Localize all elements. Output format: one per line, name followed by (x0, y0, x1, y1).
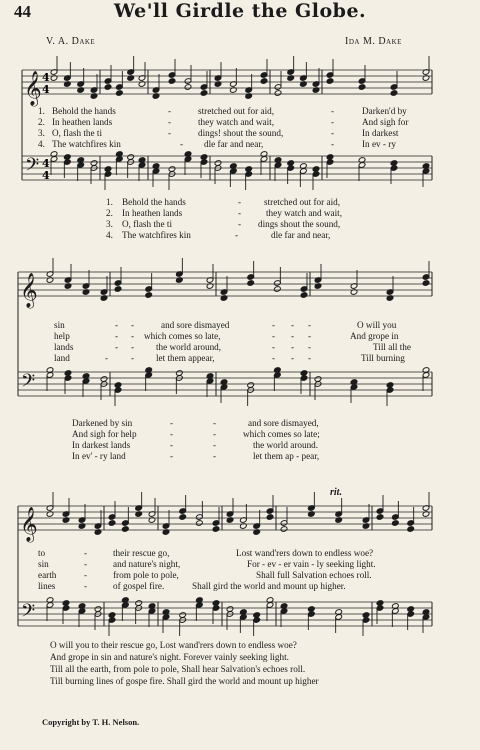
lyric-hyphen: - (170, 451, 174, 461)
lyric-fragment: Behold the hands (52, 106, 116, 116)
lyric-fragment: and sore dismayed, (248, 418, 319, 428)
note-head (247, 280, 255, 287)
note-head (308, 606, 316, 613)
lyric-hyphen: - (168, 106, 172, 116)
note-head (168, 78, 176, 85)
lyric-hyphen: - (238, 219, 242, 229)
lyric-hyphen: - (235, 230, 239, 240)
verse-number: 2. (38, 117, 45, 127)
lyric-fragment: lands (54, 342, 74, 352)
lyric-fragment: stretched out for aid, (264, 197, 341, 207)
lyric-hyphen: - (272, 342, 276, 352)
lyric-hyphen: - (168, 117, 172, 127)
page-number: 44 (14, 2, 31, 21)
time-signature: 4 (42, 157, 50, 170)
lyric-hyphen: - (291, 320, 295, 330)
lyric-fragment: The watchfires kin (52, 139, 121, 149)
lyric-fragment: and nature's night, (113, 559, 181, 569)
note-head (386, 382, 394, 389)
lyric-fragment: they watch and wait, (198, 117, 275, 127)
lyric-hyphen: - (308, 353, 312, 363)
lyric-hyphen: - (115, 331, 119, 341)
lyric-fragment: Darkened by sin (72, 418, 133, 428)
note-head (135, 600, 143, 607)
lyric-fragment: from pole to pole, (113, 570, 179, 580)
lyric-hyphen: - (84, 548, 88, 558)
composer-credit: V. A. Dake (46, 36, 96, 47)
lyric-fragment: In heathen lands (52, 117, 113, 127)
note-head (314, 376, 322, 383)
lyric-hyphen: - (331, 106, 335, 116)
lyricist-credit: Ida M. Dake (345, 36, 402, 47)
lyric-fragment: O, flash the ti (52, 128, 103, 138)
verse-number: 3. (38, 128, 45, 138)
note-head (326, 78, 334, 85)
lyric-hyphen: - (272, 353, 276, 363)
lyric-hyphen: - (308, 320, 312, 330)
clef-symbol: 𝄢 (21, 371, 36, 396)
verse-number: 1. (38, 106, 45, 116)
lyric-fragment: O will you (357, 320, 397, 330)
note-head (280, 526, 288, 533)
lyric-fragment: Lost wand'rers down to endless woe? (236, 548, 374, 558)
note-head (168, 166, 176, 173)
lyric-fragment: Darken'd by (362, 106, 407, 116)
lyric-hyphen: - (170, 429, 174, 439)
lyric-fragment: help (54, 331, 70, 341)
note-head (62, 600, 70, 607)
lyric-fragment: For - ev - er vain - ly seeking light. (247, 559, 376, 569)
lyric-line: And grope in sin and nature's night. Forever vainly seeking light. (50, 652, 289, 662)
lyric-hyphen: - (168, 128, 172, 138)
time-signature: 4 (42, 169, 50, 182)
lyric-fragment: earth (38, 570, 57, 580)
note-head (212, 526, 220, 533)
lyric-fragment: which comes so late; (243, 429, 320, 439)
lyric-fragment: And sigh for (362, 117, 409, 127)
note-head (376, 600, 384, 607)
lyric-fragment: The watchfires kin (122, 230, 191, 240)
note-head (114, 286, 122, 293)
note-head (114, 382, 122, 389)
lyric-fragment: let them appear, (156, 353, 215, 363)
system2-treble-lyrics (0, 321, 480, 365)
note-head (226, 606, 234, 613)
note-head (127, 154, 135, 161)
lyric-fragment: In darkest (362, 128, 399, 138)
note-head (407, 526, 415, 533)
note-head (253, 612, 261, 619)
clef-symbol: 𝄞 (20, 507, 38, 542)
verse-number: 2. (106, 208, 113, 218)
time-signature: 4 (42, 83, 50, 96)
lyric-hyphen: - (213, 440, 217, 450)
note-head (312, 166, 320, 173)
lyric-fragment: Shall gird the world and mount up higher. (192, 581, 346, 591)
system3-bass-lyrics (0, 641, 480, 689)
lyric-line: Till burning lines of gospe fire. Shall gird the world and mount up higher (50, 676, 319, 686)
note-head (145, 292, 153, 299)
note-head (116, 90, 124, 97)
note-head (274, 90, 282, 97)
note-head (179, 514, 187, 521)
lyric-fragment: In darkest lands (72, 440, 131, 450)
lyric-hyphen: - (170, 418, 174, 428)
lyric-fragment: sin (54, 320, 65, 330)
note-head (122, 526, 130, 533)
system1-bass-lyrics (0, 198, 480, 242)
clef-symbol: 𝄢 (21, 601, 36, 626)
lyric-hyphen: - (115, 320, 119, 330)
lyric-hyphen: - (291, 342, 295, 352)
lyric-fragment: their rescue go, (113, 548, 170, 558)
note-head (176, 370, 184, 377)
note-head (274, 286, 282, 293)
note-head (407, 606, 415, 613)
lyric-hyphen: - (272, 320, 276, 330)
lyric-hyphen: - (84, 581, 88, 591)
lyric-hyphen: - (331, 139, 335, 149)
lyric-fragment: And grope in (350, 331, 399, 341)
time-signature: 4 (42, 71, 50, 84)
note-head (64, 154, 72, 161)
lyric-hyphen: - (180, 139, 184, 149)
lyric-fragment: In ev' - ry land (72, 451, 126, 461)
lyric-fragment: and sore dismayed (161, 320, 230, 330)
lyric-hyphen: - (291, 331, 295, 341)
lyric-fragment: lines (38, 581, 56, 591)
note-head (390, 90, 398, 97)
note-head (300, 292, 308, 299)
copyright-notice: Copyright by T. H. Nelson. (42, 717, 140, 727)
note-head (108, 520, 116, 527)
note-head (214, 160, 222, 167)
note-head (392, 520, 400, 527)
lyric-fragment: Till burning (361, 353, 405, 363)
lyric-fragment: O, flash the ti (122, 219, 173, 229)
lyric-fragment: stretched out for aid, (198, 106, 275, 116)
lyric-fragment: dings shout the sound, (258, 219, 341, 229)
lyric-fragment: land (54, 353, 70, 363)
lyric-fragment: of gospel fire. (113, 581, 165, 591)
lyric-fragment: to (38, 548, 46, 558)
verse-number: 1. (106, 197, 113, 207)
lyric-hyphen: - (131, 331, 135, 341)
lyric-fragment: And sigh for help (72, 429, 137, 439)
lyric-fragment: dings! shout the sound, (198, 128, 284, 138)
note-head (390, 160, 398, 167)
note-head (300, 370, 308, 377)
lyric-hyphen: - (84, 570, 88, 580)
note-head (245, 166, 253, 173)
note-head (287, 160, 295, 167)
note-head (90, 160, 98, 167)
lyric-hyphen: - (308, 342, 312, 352)
lyric-line: O will you to their rescue go, Lost wand'rers down to endless woe? (50, 640, 297, 650)
note-head (200, 154, 208, 161)
lyric-fragment: Behold the hands (122, 197, 186, 207)
lyric-hyphen: - (238, 197, 242, 207)
verse-number: 4. (106, 230, 113, 240)
lyric-hyphen: - (272, 331, 276, 341)
note-head (104, 84, 112, 91)
note-head (184, 84, 192, 91)
note-head (196, 520, 204, 527)
lyric-hyphen: - (238, 208, 242, 218)
verse-number: 4. (38, 139, 45, 149)
note-head (64, 370, 72, 377)
note-head (108, 612, 116, 619)
note-head (422, 280, 430, 287)
note-head (326, 154, 334, 161)
lyric-fragment: sin (38, 559, 49, 569)
note-head (100, 376, 108, 383)
lyric-fragment: In heathen lands (122, 208, 183, 218)
lyric-hyphen: - (213, 418, 217, 428)
lyric-hyphen: - (291, 353, 295, 363)
verse-number: 3. (106, 219, 113, 229)
note-head (200, 90, 208, 97)
lyric-fragment: dle far and near, (204, 139, 264, 149)
note-head (266, 514, 274, 521)
clef-symbol: 𝄞 (20, 273, 38, 308)
system3-treble-lyrics (0, 549, 480, 593)
lyric-fragment: they watch and wait, (266, 208, 343, 218)
system2-bass-lyrics (0, 419, 480, 463)
note-head (179, 612, 187, 619)
note-head (260, 78, 268, 85)
lyric-hyphen: - (84, 559, 88, 569)
lyric-fragment: In ev - ry (362, 139, 396, 149)
note-head (376, 514, 384, 521)
lyric-fragment: the world around, (156, 342, 222, 352)
lyric-fragment: Shall full Salvation echoes roll. (256, 570, 372, 580)
tempo-mark: rit. (330, 487, 342, 498)
lyric-hyphen: - (308, 331, 312, 341)
lyric-hyphen: - (170, 440, 174, 450)
hymn-title: We'll Girdle the Globe. (113, 0, 367, 22)
note-head (247, 382, 255, 389)
system1-treble-lyrics (0, 107, 480, 151)
note-head (362, 612, 370, 619)
lyric-hyphen: - (105, 353, 109, 363)
lyric-hyphen: - (213, 429, 217, 439)
lyric-fragment: Till all the (373, 342, 411, 352)
note-head (104, 166, 112, 173)
lyric-hyphen: - (115, 342, 119, 352)
clef-symbol: 𝄞 (24, 71, 42, 106)
lyric-hyphen: - (131, 353, 135, 363)
lyric-fragment: which comes so late, (144, 331, 221, 341)
lyric-hyphen: - (331, 128, 335, 138)
lyric-hyphen: - (131, 320, 135, 330)
lyric-hyphen: - (331, 117, 335, 127)
note-head (212, 600, 220, 607)
lyric-hyphen: - (213, 451, 217, 461)
lyric-fragment: the world around. (253, 440, 319, 450)
lyric-line: Till all the earth, from pole to pole, Shall hear Salvation's echoes roll. (50, 664, 306, 674)
clef-symbol: 𝄢 (25, 155, 40, 180)
lyric-fragment: dle far and near, (271, 230, 331, 240)
lyric-hyphen: - (131, 342, 135, 352)
note-head (358, 84, 366, 91)
lyric-fragment: let them ap - pear, (253, 451, 320, 461)
note-head (94, 606, 102, 613)
